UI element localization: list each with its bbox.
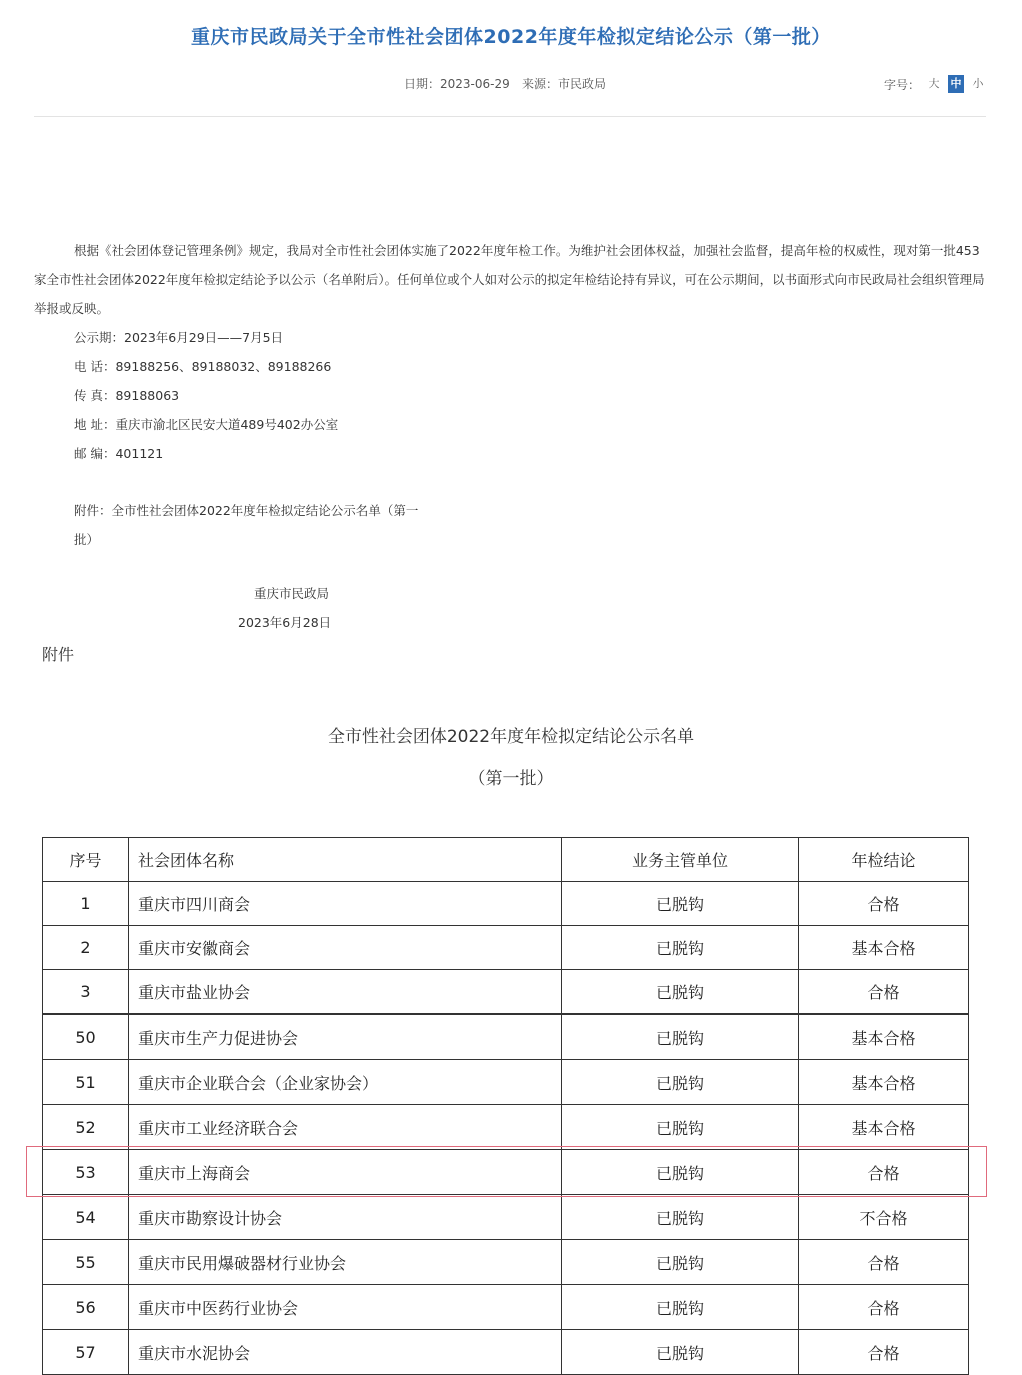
row-name: 重庆市民用爆破器材行业协会 (129, 1240, 562, 1285)
row-no: 51 (43, 1060, 129, 1105)
table-row (43, 1150, 969, 1195)
table-row (43, 970, 969, 1014)
header-divider (34, 116, 986, 117)
row-result: 合格 (799, 1285, 969, 1330)
publicity-period: 公示期：2023年6月29日——7月5日 (74, 330, 284, 345)
attachment-link[interactable]: 附件：全市性社会团体2022年度年检拟定结论公示名单（第一批） (74, 503, 419, 547)
row-dept: 已脱钩 (562, 1240, 799, 1285)
row-result: 基本合格 (799, 926, 969, 970)
row-result: 不合格 (799, 1195, 969, 1240)
signature-date: 2023年6月28日 (238, 615, 332, 630)
header-no: 序号 (43, 838, 129, 882)
row-no: 2 (43, 926, 129, 970)
row-no: 57 (43, 1330, 129, 1375)
row-name: 重庆市工业经济联合会 (129, 1105, 562, 1150)
signature-org: 重庆市民政局 (254, 586, 330, 601)
row-result: 合格 (799, 1330, 969, 1375)
row-name: 重庆市勘察设计协会 (129, 1195, 562, 1240)
table-header-row (43, 838, 969, 882)
row-dept: 已脱钩 (562, 1330, 799, 1375)
article-body (34, 236, 988, 468)
row-dept: 已脱钩 (562, 970, 799, 1014)
contact-phone: 电 话：89188256、89188032、89188266 (74, 359, 332, 374)
row-result: 合格 (799, 882, 969, 926)
table-row (43, 1285, 969, 1330)
font-size-large-button[interactable]: 大 (928, 77, 940, 90)
row-no: 55 (43, 1240, 129, 1285)
table-row (43, 1105, 969, 1150)
row-result: 合格 (799, 970, 969, 1014)
table-row (43, 926, 969, 970)
row-dept: 已脱钩 (562, 1285, 799, 1330)
row-no: 52 (43, 1105, 129, 1150)
row-name: 重庆市企业联合会（企业家协会） (129, 1060, 562, 1105)
font-size-small-button[interactable]: 小 (972, 77, 984, 90)
row-name: 重庆市水泥协会 (129, 1330, 562, 1375)
notice-paragraph: 根据《社会团体登记管理条例》规定，我局对全市性社会团体实施了2022年度年检工作。为维护社会团体权益，加强社会监督，提高年检的权威性，现对第一批453家全市性社会团体2022年度年检拟定结论予以公示（名单附后）。任何单位或个人如对公示的拟定年检结论持有异议，可在公示期间，以书面形式向市民政局社会组织管理局举报或反映。 (34, 243, 985, 316)
publish-source: 来源：市民政局 (522, 77, 607, 91)
row-dept: 已脱钩 (562, 1150, 799, 1195)
row-no: 3 (43, 970, 129, 1014)
contact-postcode: 邮 编：401121 (74, 446, 164, 461)
row-result: 基本合格 (799, 1015, 969, 1060)
contact-fax: 传 真：89188063 (74, 388, 180, 403)
row-no: 54 (43, 1195, 129, 1240)
row-name: 重庆市上海商会 (129, 1150, 562, 1195)
row-result: 基本合格 (799, 1105, 969, 1150)
row-name: 重庆市安徽商会 (129, 926, 562, 970)
font-size-medium-button[interactable]: 中 (948, 75, 964, 93)
font-size-label: 字号： (884, 77, 921, 92)
row-dept: 已脱钩 (562, 882, 799, 926)
row-no: 1 (43, 882, 129, 926)
article-meta (0, 75, 1022, 95)
row-result: 合格 (799, 1240, 969, 1285)
row-no: 56 (43, 1285, 129, 1330)
table-row (43, 1015, 969, 1060)
row-no: 50 (43, 1015, 129, 1060)
article-title: 重庆市民政局关于全市性社会团体2022年度年检拟定结论公示（第一批） (191, 26, 831, 48)
row-result: 合格 (799, 1150, 969, 1195)
row-name: 重庆市中医药行业协会 (129, 1285, 562, 1330)
table-row (43, 1330, 969, 1375)
attachment-label: 附件 (42, 645, 75, 664)
row-dept: 已脱钩 (562, 926, 799, 970)
table-row (43, 1195, 969, 1240)
table-row (43, 882, 969, 926)
header-name: 社会团体名称 (129, 838, 562, 882)
font-size-switcher (884, 75, 986, 93)
row-result: 基本合格 (799, 1060, 969, 1105)
row-no: 53 (43, 1150, 129, 1195)
table-row (43, 1240, 969, 1285)
row-dept: 已脱钩 (562, 1060, 799, 1105)
results-table-bottom (42, 1014, 969, 1375)
publish-date: 日期：2023-06-29 (404, 77, 510, 91)
list-title: 全市性社会团体2022年度年检拟定结论公示名单 (327, 727, 695, 747)
row-name: 重庆市生产力促进协会 (129, 1015, 562, 1060)
header-dept: 业务主管单位 (562, 838, 799, 882)
row-dept: 已脱钩 (562, 1195, 799, 1240)
row-dept: 已脱钩 (562, 1105, 799, 1150)
list-subtitle: （第一批） (468, 769, 554, 789)
row-name: 重庆市四川商会 (129, 882, 562, 926)
results-table-top (42, 837, 969, 1014)
header-result: 年检结论 (799, 838, 969, 882)
table-row (43, 1060, 969, 1105)
row-dept: 已脱钩 (562, 1015, 799, 1060)
contact-address: 地 址：重庆市渝北区民安大道489号402办公室 (74, 417, 339, 432)
row-name: 重庆市盐业协会 (129, 970, 562, 1014)
